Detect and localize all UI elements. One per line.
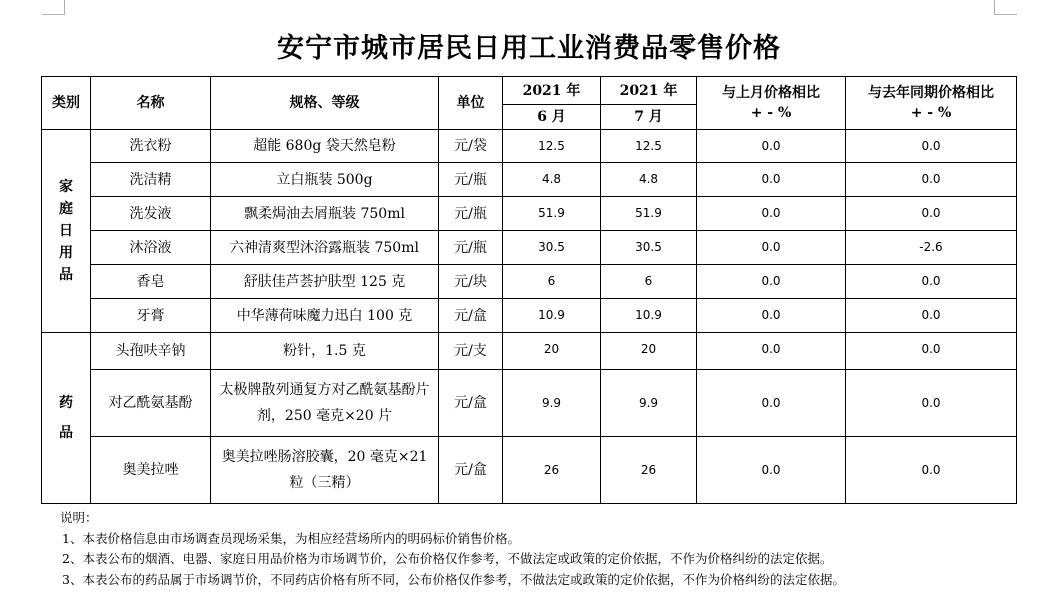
item-unit: 元/瓶 bbox=[439, 163, 503, 197]
price-table bbox=[41, 76, 1017, 504]
price-jul: 9.9 bbox=[601, 370, 697, 437]
price-jun: 51.9 bbox=[503, 197, 601, 231]
note-3: 3、本表公布的药品属于市场调节价，不同药店价格有所不同，公布价格仅作参考，不做法定或政策的定价依据，不作为价格纠纷的法定依据。 bbox=[62, 571, 845, 587]
price-jul: 30.5 bbox=[601, 231, 697, 265]
page-title: 安宁市城市居民日用工业消费品零售价格 bbox=[277, 33, 781, 64]
change-yoy: -2.6 bbox=[846, 231, 1017, 265]
table-row bbox=[42, 333, 1017, 370]
note-2: 2、本表公布的烟酒、电器、家庭日用品价格为市场调节价，公布价格仅作参考，不做法定或政策的定价依据，不作为价格纠纷的法定依据。 bbox=[62, 551, 833, 566]
item-name: 洗洁精 bbox=[91, 163, 211, 197]
table-row bbox=[42, 163, 1017, 197]
item-name: 沐浴液 bbox=[91, 231, 211, 265]
item-name: 奥美拉唑 bbox=[91, 437, 211, 504]
category-char: 用 bbox=[59, 245, 73, 261]
table-row bbox=[42, 265, 1017, 299]
category-char: 品 bbox=[59, 425, 73, 441]
table-row bbox=[42, 299, 1017, 333]
item-name: 洗衣粉 bbox=[91, 130, 211, 163]
item-name: 香皂 bbox=[91, 265, 211, 299]
header-mom-line1: 与上月价格相比 bbox=[722, 85, 820, 101]
change-yoy: 0.0 bbox=[846, 197, 1017, 231]
change-mom: 0.0 bbox=[697, 163, 846, 197]
price-jun: 20 bbox=[503, 333, 601, 370]
price-jul: 51.9 bbox=[601, 197, 697, 231]
change-mom: 0.0 bbox=[697, 197, 846, 231]
item-name: 牙膏 bbox=[91, 299, 211, 333]
page-corner-mark-left bbox=[42, 0, 65, 15]
category-char: 药 bbox=[59, 395, 73, 411]
category-char: 家 bbox=[59, 179, 73, 195]
header-category: 类别 bbox=[42, 77, 91, 130]
price-jul: 20 bbox=[601, 333, 697, 370]
price-jun: 6 bbox=[503, 265, 601, 299]
price-jul: 26 bbox=[601, 437, 697, 504]
item-spec: 超能 680g 袋天然皂粉 bbox=[211, 130, 439, 163]
item-unit: 元/盒 bbox=[439, 299, 503, 333]
item-spec: 六神清爽型沐浴露瓶装 750ml bbox=[211, 231, 439, 265]
item-unit: 元/块 bbox=[439, 265, 503, 299]
price-jul: 10.9 bbox=[601, 299, 697, 333]
change-yoy: 0.0 bbox=[846, 437, 1017, 504]
price-jul: 4.8 bbox=[601, 163, 697, 197]
category-household bbox=[42, 130, 91, 333]
change-mom: 0.0 bbox=[697, 370, 846, 437]
notes-heading: 说明： bbox=[60, 510, 98, 525]
header-spec: 规格、等级 bbox=[211, 77, 439, 130]
notes bbox=[62, 508, 1022, 590]
item-unit: 元/瓶 bbox=[439, 197, 503, 231]
category-char: 庭 bbox=[59, 201, 73, 217]
header-yoy-line2: + - % bbox=[910, 105, 952, 121]
change-yoy: 0.0 bbox=[846, 370, 1017, 437]
change-yoy: 0.0 bbox=[846, 333, 1017, 370]
header-jul-year: 2021 年 bbox=[601, 77, 697, 105]
change-yoy: 0.0 bbox=[846, 130, 1017, 163]
item-unit: 元/盒 bbox=[439, 370, 503, 437]
price-jun: 30.5 bbox=[503, 231, 601, 265]
category-char: 品 bbox=[59, 267, 73, 283]
item-unit: 元/瓶 bbox=[439, 231, 503, 265]
category-medicine bbox=[42, 333, 91, 504]
change-yoy: 0.0 bbox=[846, 265, 1017, 299]
item-name: 洗发液 bbox=[91, 197, 211, 231]
change-mom: 0.0 bbox=[697, 130, 846, 163]
table-row bbox=[42, 370, 1017, 437]
change-mom: 0.0 bbox=[697, 265, 846, 299]
item-name: 对乙酰氨基酚 bbox=[91, 370, 211, 437]
change-mom: 0.0 bbox=[697, 437, 846, 504]
header-jun-year: 2021 年 bbox=[503, 77, 601, 105]
change-yoy: 0.0 bbox=[846, 299, 1017, 333]
header-name: 名称 bbox=[91, 77, 211, 130]
item-unit: 元/盒 bbox=[439, 437, 503, 504]
item-spec: 太极牌散列通复方对乙酰氨基酚片剂，250 毫克×20 片 bbox=[211, 370, 439, 437]
table-row bbox=[42, 231, 1017, 265]
header-jul-month: 7 月 bbox=[601, 105, 697, 130]
price-jul: 6 bbox=[601, 265, 697, 299]
change-mom: 0.0 bbox=[697, 333, 846, 370]
price-jun: 4.8 bbox=[503, 163, 601, 197]
change-mom: 0.0 bbox=[697, 299, 846, 333]
header-unit: 单位 bbox=[439, 77, 503, 130]
table-row bbox=[42, 130, 1017, 163]
item-name: 头孢呋辛钠 bbox=[91, 333, 211, 370]
change-yoy: 0.0 bbox=[846, 163, 1017, 197]
header-mom-line2: + - % bbox=[750, 105, 792, 121]
table-row bbox=[42, 197, 1017, 231]
header-mom bbox=[697, 77, 846, 130]
item-unit: 元/袋 bbox=[439, 130, 503, 163]
item-spec: 粉针，1.5 克 bbox=[211, 333, 439, 370]
price-jun: 9.9 bbox=[503, 370, 601, 437]
item-spec: 舒肤佳芦荟护肤型 125 克 bbox=[211, 265, 439, 299]
item-spec: 奥美拉唑肠溶胶囊，20 毫克×21 粒（三精） bbox=[211, 437, 439, 504]
item-spec: 中华薄荷味魔力迅白 100 克 bbox=[211, 299, 439, 333]
header-jun-month: 6 月 bbox=[503, 105, 601, 130]
category-char: 日 bbox=[59, 223, 73, 239]
change-mom: 0.0 bbox=[697, 231, 846, 265]
item-spec: 飘柔焗油去屑瓶装 750ml bbox=[211, 197, 439, 231]
price-jun: 10.9 bbox=[503, 299, 601, 333]
page-corner-mark-right bbox=[994, 0, 1017, 15]
note-1: 1、本表价格信息由市场调查员现场采集，为相应经营场所内的明码标价销售价格。 bbox=[62, 530, 520, 546]
price-jun: 26 bbox=[503, 437, 601, 504]
table-row bbox=[42, 437, 1017, 504]
item-unit: 元/支 bbox=[439, 333, 503, 370]
price-jun: 12.5 bbox=[503, 130, 601, 163]
price-jul: 12.5 bbox=[601, 130, 697, 163]
header-yoy bbox=[846, 77, 1017, 130]
header-yoy-line1: 与去年同期价格相比 bbox=[868, 85, 994, 101]
item-spec: 立白瓶装 500g bbox=[211, 163, 439, 197]
